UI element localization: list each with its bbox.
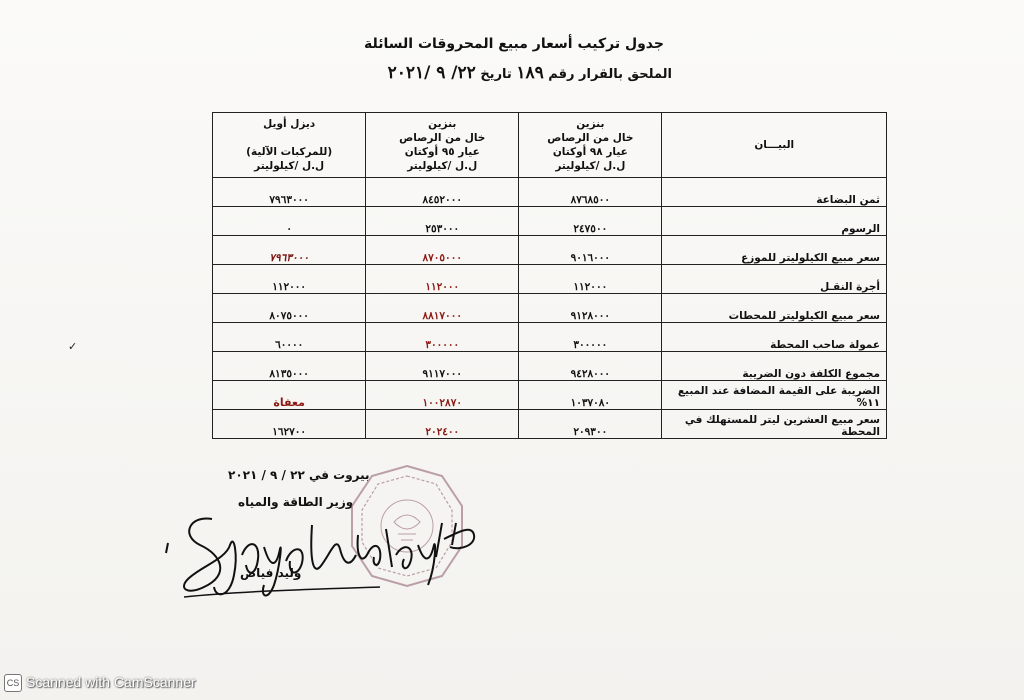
header-label: البيـــان (662, 113, 887, 178)
decision-date: ٢٢/ ٩ /٢٠٢١ (387, 63, 476, 83)
table-row (213, 265, 887, 294)
row-label: عمولة صاحب المحطة (662, 323, 887, 352)
table-row (213, 352, 887, 381)
cell-b98: ٩٤٢٨٠٠٠ (519, 352, 662, 381)
footer-minister-title: وزير الطاقة والمياه (238, 495, 354, 509)
table-row (213, 294, 887, 323)
cell-b95: ٨٤٥٢٠٠٠ (366, 178, 519, 207)
row-label: سعر مبيع الكيلوليتر للموزع (662, 236, 887, 265)
table-row (213, 207, 887, 236)
minister-signature-icon (160, 505, 490, 605)
row-label: سعر مبيع العشرين ليتر للمستهلك في المحطة (662, 410, 887, 439)
watermark-text: Scanned with CamScanner (26, 674, 196, 690)
scanner-watermark (4, 674, 196, 692)
cell-b98: ٨٧٦٨٥٠٠ (519, 178, 662, 207)
subtitle-prefix: الملحق بالقرار رقم (548, 67, 672, 82)
cell-b95: ٩١١٧٠٠٠ (366, 352, 519, 381)
header-diesel: ديزل أويل (للمركبات الآلية) ل.ل /كيلوليتر (213, 113, 366, 178)
cell-b98: ٣٠٠٠٠٠ (519, 323, 662, 352)
cell-b98: ٢٠٩٣٠٠ (519, 410, 662, 439)
table-row (213, 410, 887, 439)
cell-b95: ١١٢٠٠٠ (366, 265, 519, 294)
row-label: ثمن البضاعة (662, 178, 887, 207)
row-label: مجموع الكلفة دون الضريبة (662, 352, 887, 381)
table-row (213, 236, 887, 265)
footer-minister-name: وليد فياض (240, 566, 302, 580)
header-benzine-95: بنزين خال من الرصاص عيار ٩٥ أوكتان ل.ل /كيلوليتر (366, 113, 519, 178)
table-row (213, 323, 887, 352)
row-label: سعر مبيع الكيلوليتر للمحطات (662, 294, 887, 323)
row-label: الرسوم (662, 207, 887, 236)
subtitle-date-prefix: تاريخ (480, 67, 512, 82)
cell-diesel: ١١٢٠٠٠ (213, 265, 366, 294)
document-subtitle (388, 63, 672, 83)
cell-diesel: ٠ (213, 207, 366, 236)
cell-diesel: ٧٩٦٣٠٠٠ (213, 178, 366, 207)
cell-diesel: ٨١٣٥٠٠٠ (213, 352, 366, 381)
cell-b95: ٨٨١٧٠٠٠ (366, 294, 519, 323)
cell-b98: ١١٢٠٠٠ (519, 265, 662, 294)
cell-b95: ١٠٠٢٨٧٠ (366, 381, 519, 410)
cell-diesel: معفاة (213, 381, 366, 410)
margin-mark: ✓ (68, 340, 78, 353)
cell-b98: ٩٠١٦٠٠٠ (519, 236, 662, 265)
cell-diesel: ٨٠٧٥٠٠٠ (213, 294, 366, 323)
cell-b98: ٩١٢٨٠٠٠ (519, 294, 662, 323)
cell-b95: ٣٠٠٠٠٠ (366, 323, 519, 352)
document-title: جدول تركيب أسعار مبيع المحروقات السائلة (364, 36, 664, 52)
row-label: أجرة النقـل (662, 265, 887, 294)
fuel-price-table (212, 112, 887, 439)
cell-diesel: ١٦٢٧٠٠ (213, 410, 366, 439)
camscanner-logo-icon: CS (4, 674, 22, 692)
cell-diesel: ٦٠٠٠٠ (213, 323, 366, 352)
decision-number: ١٨٩ (516, 63, 544, 83)
cell-b95: ٢٥٣٠٠٠ (366, 207, 519, 236)
row-label: الضريبة على القيمة المضافة عند المبيع ١١% (662, 381, 887, 410)
table-row (213, 381, 887, 410)
table-row (213, 178, 887, 207)
cell-b95: ٢٠٢٤٠٠ (366, 410, 519, 439)
header-benzine-98: بنزين خال من الرصاص عيار ٩٨ أوكتان ل.ل /كيلوليتر (519, 113, 662, 178)
cell-b98: ٢٤٧٥٠٠ (519, 207, 662, 236)
cell-diesel: ٧٩٦٣٠٠٠ (213, 236, 366, 265)
table-header-row (213, 113, 887, 178)
footer-place-date: بيروت في ٢٢ / ٩ / ٢٠٢١ (228, 468, 370, 482)
cell-b95: ٨٧٠٥٠٠٠ (366, 236, 519, 265)
cell-b98: ١٠٣٧٠٨٠ (519, 381, 662, 410)
